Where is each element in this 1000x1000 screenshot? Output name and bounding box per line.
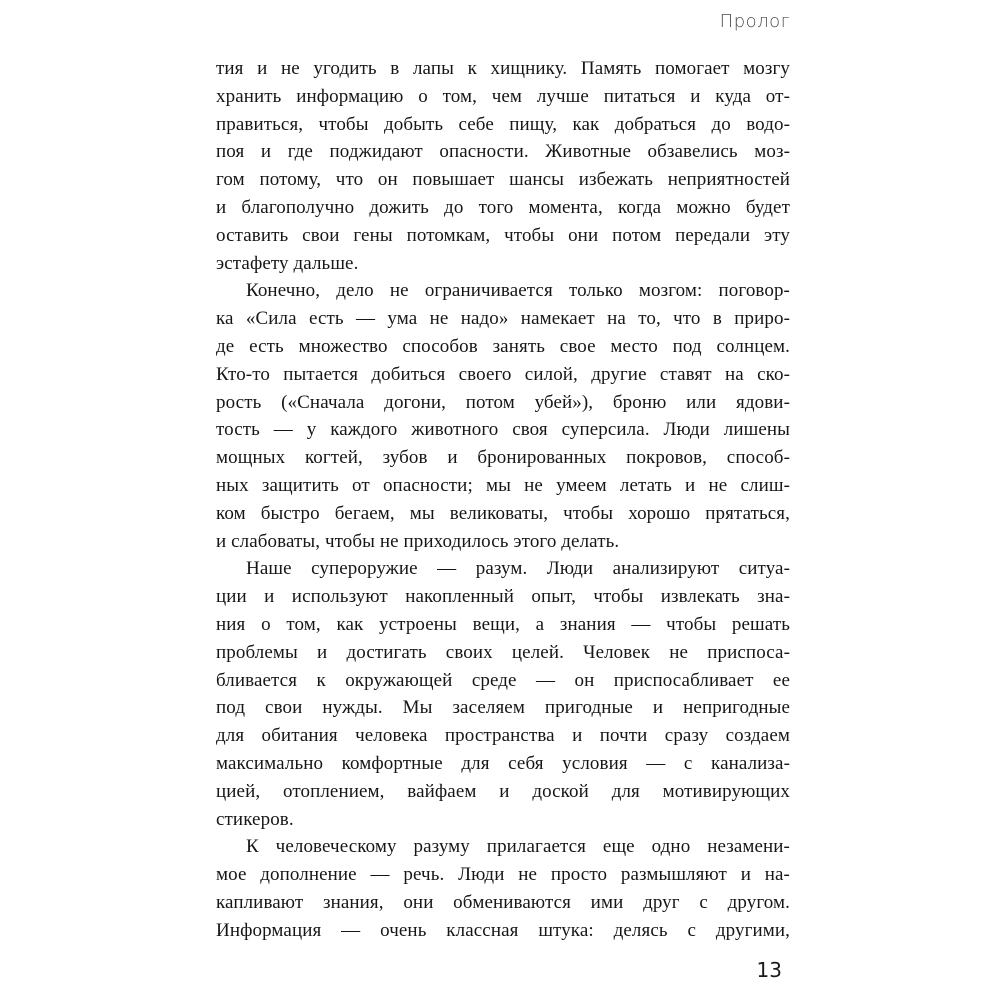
text-line: тость — у каждого животного своя суперсила. Люди лишены (216, 419, 790, 441)
text-line: К человеческому разуму прилагается еще одно незамени- (246, 836, 790, 858)
text-line: проблемы и достигать своих целей. Человек не приспоса- (216, 641, 790, 663)
text-line: Кто-то пытается добиться своего силой, другие ставят на ско- (216, 363, 790, 385)
page-text (216, 55, 790, 945)
text-line: и слабоваты, чтобы не приходилось этого делать. (216, 530, 620, 552)
text-line: тия и не угодить в лапы к хищнику. Память помогает мозгу (216, 58, 790, 79)
paragraph (216, 55, 790, 277)
text-line: цией, отоплением, вайфаем и доской для мотивирующих (216, 780, 790, 802)
text-line: ка «Сила есть — ума не надо» намекает на то, что в приро- (216, 308, 790, 330)
text-line: гом потому, что он повышает шансы избежать неприятностей (216, 169, 790, 191)
paragraph (216, 277, 790, 555)
text-line: правиться, чтобы добыть себе пищу, как добраться до водо- (216, 113, 790, 135)
text-line: для обитания человека пространства и почти сразу создаем (216, 725, 790, 747)
text-line: капливают знания, они обмениваются ими друг с другом. (216, 891, 790, 913)
text-line: Наше супероружие — разум. Люди анализируют ситуа- (246, 558, 790, 580)
text-line: мощных когтей, зубов и бронированных покровов, способ- (216, 447, 790, 469)
text-line: стикеров. (216, 808, 294, 830)
text-line: максимально комфортные для себя условия — с канализа- (216, 752, 790, 774)
text-line: де есть множество способов занять свое место под солнцем. (216, 335, 790, 357)
text-line: оставить свои гены потомкам, чтобы они потом передали эту (216, 224, 790, 246)
text-line: Конечно, дело не ограничивается только мозгом: поговор- (246, 280, 790, 302)
text-line: рость («Сначала догони, потом убей»), броню или ядови- (216, 391, 790, 413)
text-line: поя и где поджидают опасности. Животные обзавелись моз- (216, 141, 790, 163)
text-line: ния о том, как устроены вещи, а знания — чтобы решать (216, 613, 790, 635)
text-line: и благополучно дожить до того момента, когда можно будет (216, 196, 790, 218)
text-line: под свои нужды. Мы заселяем пригодные и непригодные (216, 697, 790, 719)
text-line: хранить информацию о том, чем лучше питаться и куда от- (216, 85, 790, 107)
text-line: эстафету дальше. (216, 252, 359, 274)
text-line: ком быстро бегаем, мы великоваты, чтобы хорошо прятаться, (216, 502, 790, 524)
paragraph (216, 833, 790, 944)
text-line: ных защитить от опасности; мы не умеем летать и не слиш- (216, 474, 790, 496)
text-line: мое дополнение — речь. Люди не просто размышляют и на- (216, 864, 790, 886)
page-number: 13 (756, 958, 782, 982)
text-line: бливается к окружающей среде — он приспосабливает ее (216, 669, 790, 691)
text-line: ции и используют накопленный опыт, чтобы извлекать зна- (216, 586, 790, 608)
running-header: Пролог (719, 11, 790, 32)
paragraph (216, 555, 790, 833)
text-line: Информация — очень классная штука: делясь с другими, (216, 919, 790, 941)
